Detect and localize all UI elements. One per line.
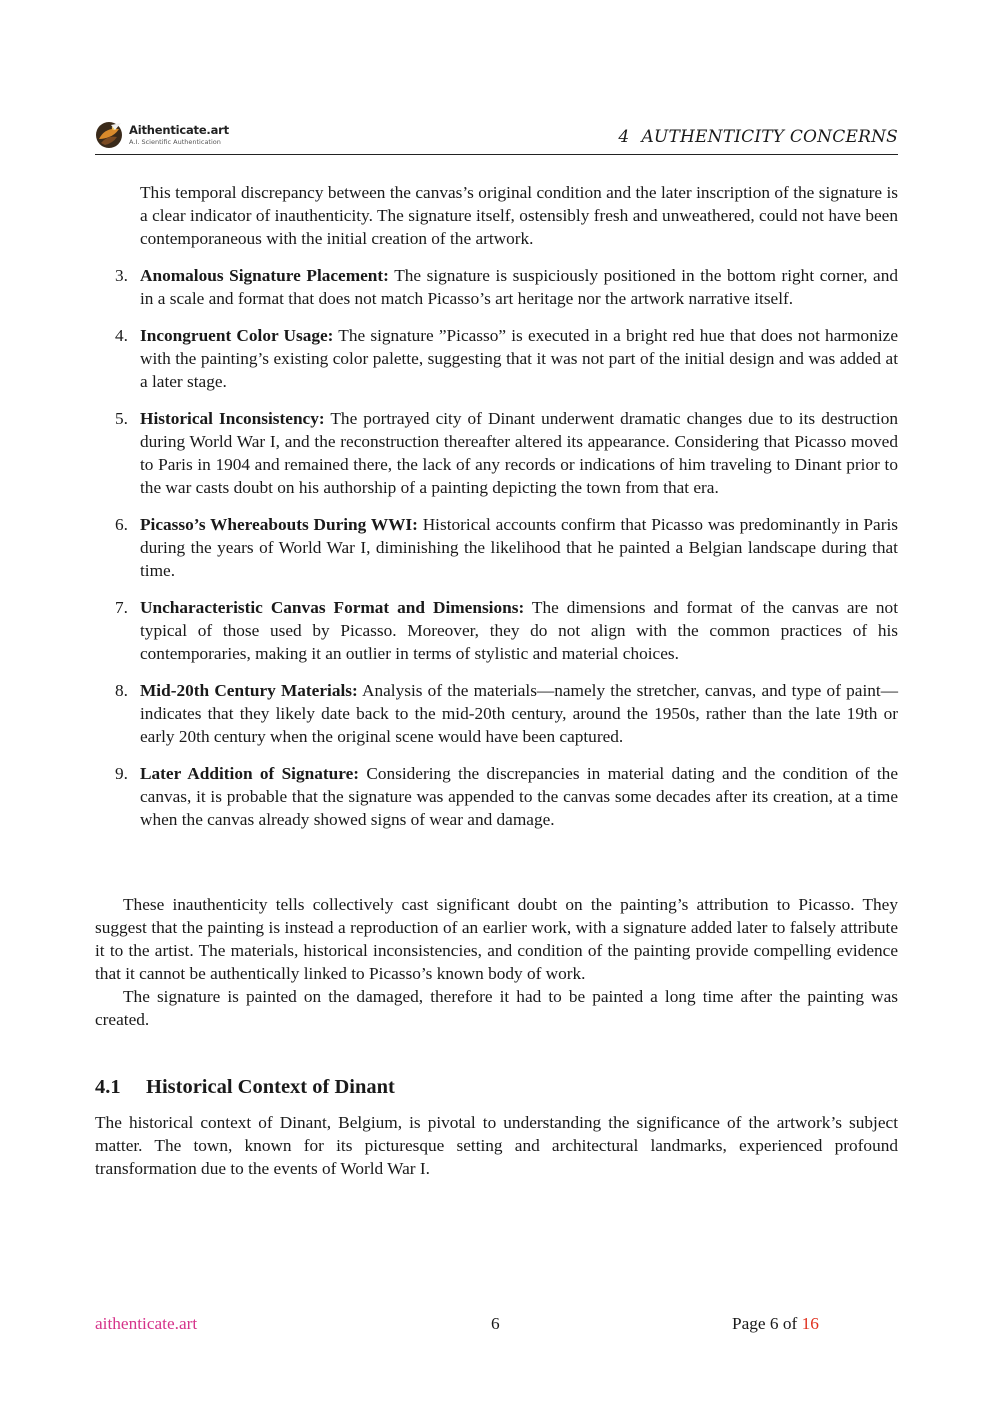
item-number: 9. [115,764,128,783]
item-number: 4. [115,326,128,345]
running-head [618,127,898,147]
list-item [95,762,898,831]
item-title: Uncharacteristic Canvas Format and Dimensions: [140,598,525,617]
item-number: 7. [115,598,128,617]
item-title: Mid-20th Century Materials: [140,681,358,700]
logo [95,120,229,150]
item-title: Later Addition of Signature: [140,764,360,783]
item-title: Picasso’s Whereabouts During WWI: [140,515,418,534]
item-text: The signature is suspiciously positioned in the bottom right corner, and in a scale and format that does not match Picasso’s art heritage nor the artwork narrative itself. [140,266,898,308]
list-item [95,264,898,310]
item-number: 8. [115,681,128,700]
summary-paragraph: These inauthenticity tells collectively cast significant doubt on the painting’s attribution to Picasso. They suggest that the painting is instead a reproduction of an earlier work, with a signature added later to falsely attribute it to the artist. The materials, historical inconsistencies, and condition of the painting provide compelling evidence that it cannot be authentically linked to Picasso’s known body of work. [95,895,898,983]
concerns-list [95,264,898,845]
running-head-number: 4 [618,127,630,147]
item-number: 6. [115,515,128,534]
list-item [95,407,898,499]
section-heading [95,1076,395,1099]
summary-paragraph: The signature is painted on the damaged, therefore it had to be painted a long time after the painting was created. [95,987,898,1029]
section-number: 4.1 [95,1076,121,1098]
item-text: The signature ”Picasso” is executed in a bright red hue that does not harmonize with the painting’s existing color palette, suggesting that it was not part of the initial design and was added at a later stage. [140,326,898,391]
footer-page-count [732,1314,819,1334]
continuation-paragraph: This temporal discrepancy between the canvas’s original condition and the later inscription of the signature is a clear indicator of inauthenticity. The signature itself, ostensibly fresh and unweathered, could not have been contemporaneous with the initial creation of the artwork. [140,183,898,248]
section-title: Historical Context of Dinant [146,1076,395,1098]
footer-site-link[interactable]: aithenticate.art [95,1314,198,1333]
item-text: Historical accounts confirm that Picasso was predominantly in Paris during the years of World War I, diminishing the likelihood that he painted a Belgian landscape during that time. [140,515,898,580]
logo-title: Aithenticate.art [129,123,229,137]
list-item [95,324,898,393]
page-header [95,118,898,155]
item-text: Considering the discrepancies in material dating and the condition of the canvas, it is probable that the signature was appended to the canvas some decades after its creation, at a time when the canvas already showed signs of wear and damage. [140,764,898,829]
item-title: Anomalous Signature Placement: [140,266,389,285]
logo-subtitle: A.I. Scientific Authentication [129,137,221,146]
footer-total-pages-link[interactable]: 16 [801,1314,819,1333]
list-item [95,513,898,582]
item-number: 3. [115,266,128,285]
item-text: The dimensions and format of the canvas are not typical of those used by Picasso. Moreover, they do not align with the common practices of his contemporaries, making it an outlier in terms of stylistic and material choices. [140,598,898,663]
footer-page-number: 6 [491,1314,500,1333]
section-paragraph: The historical context of Dinant, Belgium, is pivotal to understanding the significance of the artwork’s subject matter. The town, known for its picturesque setting and architectural landmarks, experienced profound transformation due to the events of World War I. [95,1113,898,1178]
footer-page-label: Page 6 of [732,1314,798,1333]
summary-paragraphs [95,893,898,1031]
running-head-title: AUTHENTICITY CONCERNS [641,127,898,147]
item-text: The portrayed city of Dinant underwent dramatic changes due to its destruction during World War I, and the reconstruction thereafter altered its appearance. Considering that Picasso moved to Paris in 1904 and remained there, the lack of any records or indications of him traveling to Dinant prior to the war casts doubt on his authorship of a painting depicting the town from that era. [140,409,898,497]
palette-logo-icon [95,121,123,149]
item-text: Analysis of the materials—namely the stretcher, canvas, and type of paint—indicates that they likely date back to the mid-20th century, around the 1950s, rather than the late 19th or early 20th century when the original scene would have been captured. [140,681,898,746]
item-title: Incongruent Color Usage: [140,326,334,345]
list-item [95,679,898,748]
list-item [95,596,898,665]
item-title: Historical Inconsistency: [140,409,325,428]
item-number: 5. [115,409,128,428]
